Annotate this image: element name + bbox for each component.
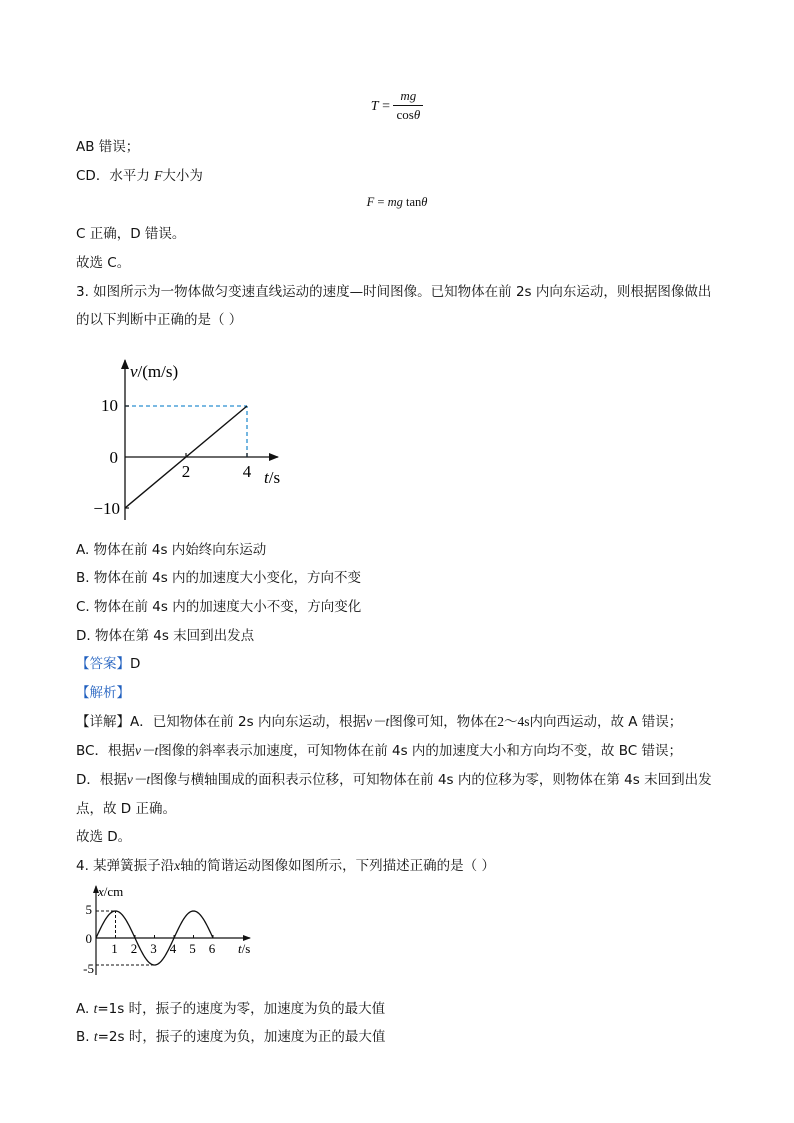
q3-answer (76, 655, 140, 673)
q4-opt-a-var: t (93, 1001, 98, 1016)
detail-vt-1: v－t (365, 714, 390, 729)
text-c-correct: C 正确，D 错误。 (76, 226, 186, 242)
q3-option-d: D. 物体在第 4s 末回到出发点 (76, 628, 255, 644)
formula-f-rhs: mg (387, 195, 403, 209)
q3-stem-line2: 的以下判断中正确的是（ ） (76, 312, 243, 328)
vt-x-axis-label (264, 468, 280, 487)
q3-analysis-tag: 【解析】 (76, 685, 130, 701)
xt-x-tick-4: 4 (169, 941, 177, 956)
xt-y-axis-label (97, 884, 123, 899)
vt-x-tick-2: 2 (181, 462, 191, 481)
answer-tag: 【答案】 (76, 656, 130, 672)
cd-prefix: CD．水平力 (76, 168, 155, 184)
formula-eq: = (378, 99, 394, 114)
xt-x-tick-1: 1 (111, 941, 118, 956)
cd-suffix: 大小为 (162, 168, 203, 184)
detail-vt-3: v－t (126, 772, 151, 787)
q3-choose: 故选 D。 (76, 829, 132, 845)
vt-ylabel-unit: /(m/s) (137, 362, 179, 381)
cd-var: F (154, 168, 163, 183)
xt-x-axis-label (238, 941, 250, 956)
xt-xlabel-unit: /s (241, 941, 251, 956)
q4-stem (76, 857, 495, 875)
q3-option-a: A. 物体在前 4s 内始终向东运动 (76, 542, 267, 558)
formula-lhs: T (370, 99, 379, 114)
fraction-den-fn: cos (396, 107, 414, 122)
q3-option-c: C. 物体在前 4s 内的加速度大小不变，方向变化 (76, 599, 362, 615)
q4-opt-b-pre: B. (76, 1029, 94, 1045)
detail-tag: 【详解】 (76, 714, 130, 730)
q4-stem-var: x (174, 858, 181, 873)
q4-option-a (76, 1000, 385, 1018)
q3-detail-bc (76, 742, 682, 760)
detail-a1: A．已知物体在前 2s 内向东运动，根据 (130, 714, 366, 730)
q3-option-b: B. 物体在前 4s 内的加速度大小变化，方向不变 (76, 570, 362, 586)
vt-origin-label: 0 (109, 448, 118, 467)
formula-f-lhs: F (366, 195, 375, 209)
formula-f-var: θ (421, 195, 428, 209)
formula-fraction (393, 88, 423, 123)
xt-ylabel-unit: /cm (103, 884, 124, 899)
vt-y-tick-10: 10 (101, 396, 118, 415)
text-ab-wrong: AB 错误； (76, 139, 140, 155)
formula-force (0, 194, 794, 210)
q3-stem-line1: 3. 如图所示为一物体做匀变速直线运动的速度—时间图像。已知物体在前 2s 内向东运动，则根据图像做出 (76, 284, 712, 300)
xt-xlabel-var: t (238, 941, 242, 956)
q4-opt-b-rest: =2s 时，振子的速度为负，加速度为正的最大值 (97, 1029, 386, 1045)
vt-ylabel-var: v (130, 362, 138, 381)
q4-stem-prefix: 4. 某弹簧振子沿 (76, 858, 175, 874)
detail-a2: 图像可知，物体在 (389, 714, 498, 730)
q4-opt-a-pre: A. (76, 1001, 94, 1017)
q3-detail-a (76, 713, 682, 731)
vt-xlabel-var: t (264, 468, 269, 487)
xt-y-tick-neg5: -5 (83, 961, 94, 976)
vt-xlabel-unit: /s (268, 468, 281, 487)
vt-y-tick-neg10: −10 (93, 499, 120, 518)
formula-f-eq: = (374, 195, 388, 209)
q4-opt-b-var: t (93, 1029, 98, 1044)
q4-stem-suffix: 轴的简谐运动图像如图所示，下列描述正确的是（ ） (180, 858, 495, 874)
detail-bc2: 图像的斜率表示加速度，可知物体在前 4s 内的加速度大小和方向均不变，故 BC 错误； (158, 743, 682, 759)
q3-detail-d-cont: 点，故 D 正确。 (76, 801, 176, 817)
q3-detail-d (76, 771, 712, 789)
fraction-numerator: mg (393, 88, 423, 106)
xt-x-tick-6: 6 (208, 941, 216, 956)
fraction-den-var: θ (413, 107, 421, 122)
xt-x-tick-3: 3 (150, 941, 157, 956)
q4-opt-a-rest: =1s 时，振子的速度为零，加速度为负的最大值 (97, 1001, 386, 1017)
vt-y-axis-label (130, 362, 178, 381)
formula-f-fn: tan (402, 195, 422, 209)
vt-chart (80, 355, 300, 527)
vt-x-tick-4: 4 (242, 462, 252, 481)
formula-tension (0, 88, 794, 123)
xt-y-tick-0: 0 (85, 931, 92, 946)
text-cd-force (76, 167, 203, 185)
xt-ylabel-var: x (98, 884, 104, 899)
xt-chart (78, 883, 268, 978)
q4-option-b (76, 1028, 385, 1046)
answer-value: D (130, 656, 141, 672)
xt-x-tick-2: 2 (130, 941, 138, 956)
detail-vt-2: v－t (134, 743, 159, 758)
detail-d2: 图像与横轴围成的面积表示位移，可知物体在前 4s 内的位移为零，则物体在第 4s 末回到出发 (150, 772, 712, 788)
xt-y-tick-5: 5 (85, 902, 92, 917)
detail-a3: 内向西运动，故 A 错误； (529, 714, 683, 730)
detail-range: 2～4s (497, 714, 530, 729)
detail-bc1: BC．根据 (76, 743, 135, 759)
detail-d1: D．根据 (76, 772, 127, 788)
xt-x-tick-5: 5 (189, 941, 196, 956)
text-choose-c: 故选 C。 (76, 255, 131, 271)
